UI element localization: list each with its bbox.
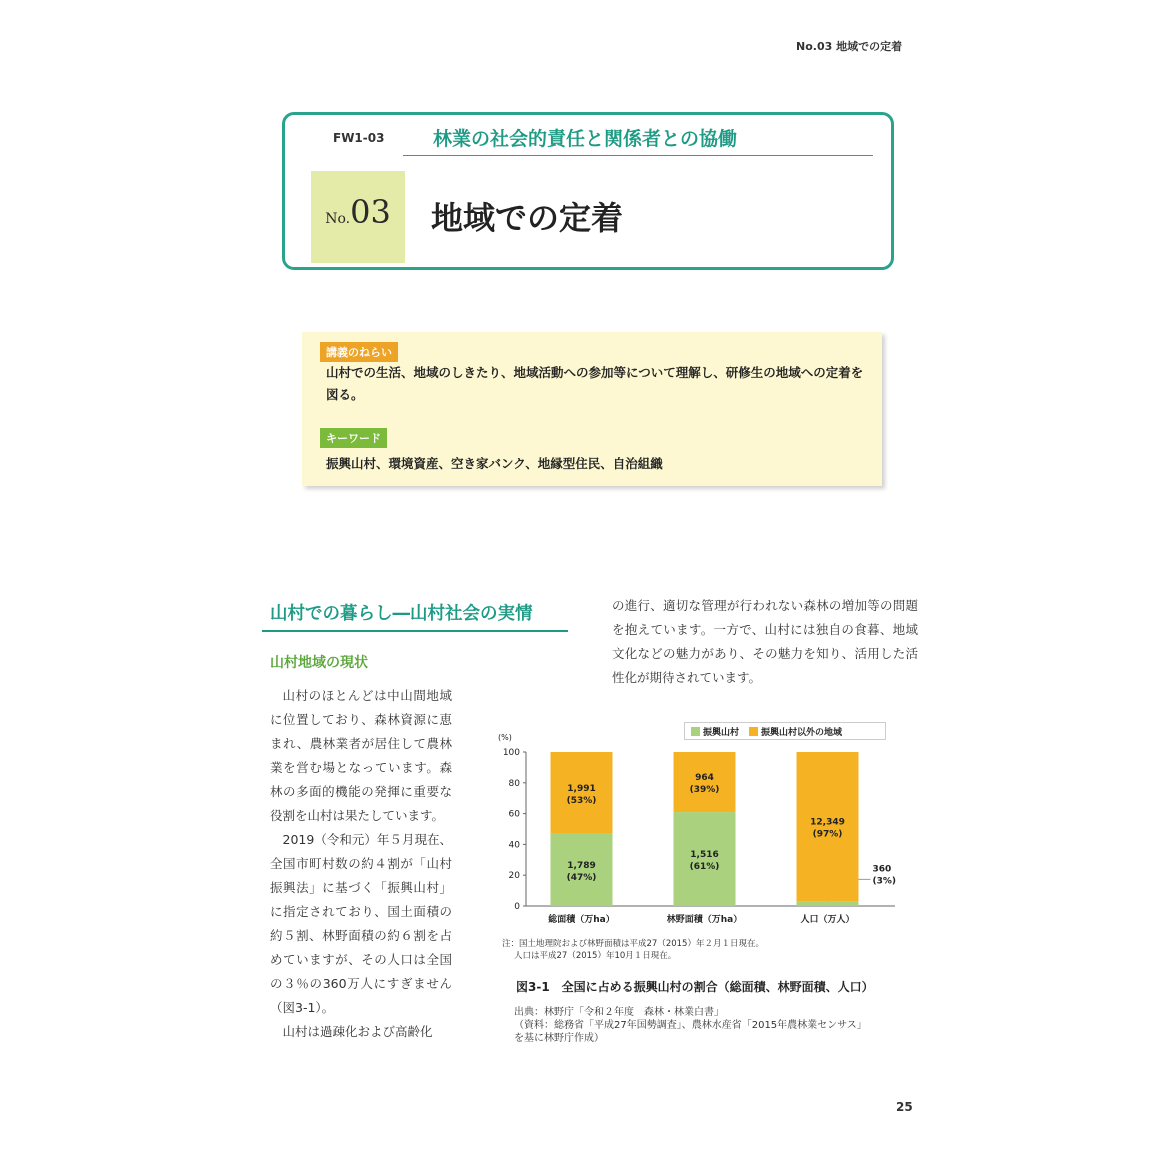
y-tick-label: 100 (502, 748, 520, 758)
section-heading: 山村での暮らし―山村社会の実情 (270, 604, 533, 624)
y-tick-label: 20 (508, 871, 520, 882)
x-tick-label: 総面積（万ha） (548, 915, 615, 925)
data-label: (53%) (566, 795, 597, 806)
note-line: 人口は平成27（2015）年10月１日現在。 (514, 951, 677, 961)
y-tick-label: 80 (508, 778, 520, 789)
source-line: 出典：林野庁「令和２年度 森林・林業白書」 (514, 1007, 724, 1018)
data-label: 360 (872, 864, 892, 875)
paragraph: 山村は過疎化および高齢化 (282, 1024, 433, 1039)
data-label: 1,789 (567, 860, 596, 871)
page-title: 地域での定着 (431, 199, 624, 237)
goal-text: 山村での生活、地域のしきたり、地域活動への参加等について理解し、研修生の地域への定着を図る。 (326, 365, 864, 402)
data-label: 1,516 (690, 850, 719, 861)
y-tick-label: 40 (508, 840, 520, 851)
title-divider (403, 155, 873, 156)
right-column-paragraph: の進行、適切な管理が行われない森林の増加等の問題を抱えています。一方で、山村には独自の食暮、地域文化などの魅力があり、その魅力を知り、活用した活性化が期待されています。 (612, 598, 918, 685)
paragraph: 山村のほとんどは中山間地域に位置しており、森林資源に恵まれ、農林業者が居住して農林業を営む場となっています。森林の多面的機能の発揮に重要な役割を山村は果たしています。 (270, 688, 452, 823)
lecture-number: 03 (350, 193, 391, 231)
note-line: 注：国土地理院および林野面積は平成27（2015）年２月１日現在。 (502, 939, 764, 949)
goal-box (302, 332, 882, 486)
data-label: 964 (695, 773, 714, 784)
keywords: 振興山村、環境資産、空き家バンク、地縁型住民、自治組織 (326, 456, 663, 471)
y-tick-label: 0 (514, 902, 520, 912)
data-label: (39%) (689, 785, 720, 796)
title-box (282, 112, 894, 270)
course-code: FW1-03 (333, 131, 385, 145)
goal-tag: 講義のねらい (320, 342, 398, 362)
stacked-bar-chart (490, 728, 910, 938)
source-line: を基に林野庁作成） (514, 1033, 604, 1044)
data-label: 1,991 (567, 783, 596, 794)
data-label: (47%) (566, 872, 597, 883)
keyword-tag: キーワード (320, 428, 387, 448)
figure-source (514, 1006, 867, 1045)
lecture-number-badge (311, 171, 405, 263)
chart-note (502, 938, 862, 962)
legend-label: 振興山村以外の地域 (761, 727, 843, 738)
data-label: (97%) (812, 829, 843, 840)
category-title: 林業の社会的責任と関係者との協働 (433, 128, 738, 150)
sub-heading: 山村地域の現状 (270, 655, 368, 671)
legend-label: 振興山村 (703, 727, 740, 738)
bar-segment (797, 901, 859, 906)
data-label: (61%) (689, 862, 720, 873)
y-axis-label: (%) (498, 733, 512, 742)
source-line: （資料：総務省「平成27年国勢調査」、農林水産省「2015年農林業センサス」 (514, 1020, 867, 1031)
section-divider (262, 630, 568, 632)
data-label: 12,349 (810, 817, 845, 828)
data-label: (3%) (872, 876, 897, 887)
running-header: No.03 地域での定着 (796, 40, 903, 53)
x-tick-label: 人口（万人） (800, 915, 855, 925)
paragraph: 2019（令和元）年５月現在、全国市町村数の約４割が「山村振興法」に基づく「振興山村」に指定されており、国土面積の約５割、林野面積の約６割を占めていますが、その人口は全国の３％の360万人にすぎません（図3-1）。 (270, 832, 452, 1015)
number-prefix: No. (325, 211, 351, 227)
y-tick-label: 60 (508, 809, 520, 820)
page-number: 25 (896, 1100, 913, 1114)
figure-caption: 図3-1 全国に占める振興山村の割合（総面積、林野面積、人口） (516, 980, 874, 994)
left-column (270, 684, 452, 1044)
x-tick-label: 林野面積（万ha） (666, 915, 743, 925)
